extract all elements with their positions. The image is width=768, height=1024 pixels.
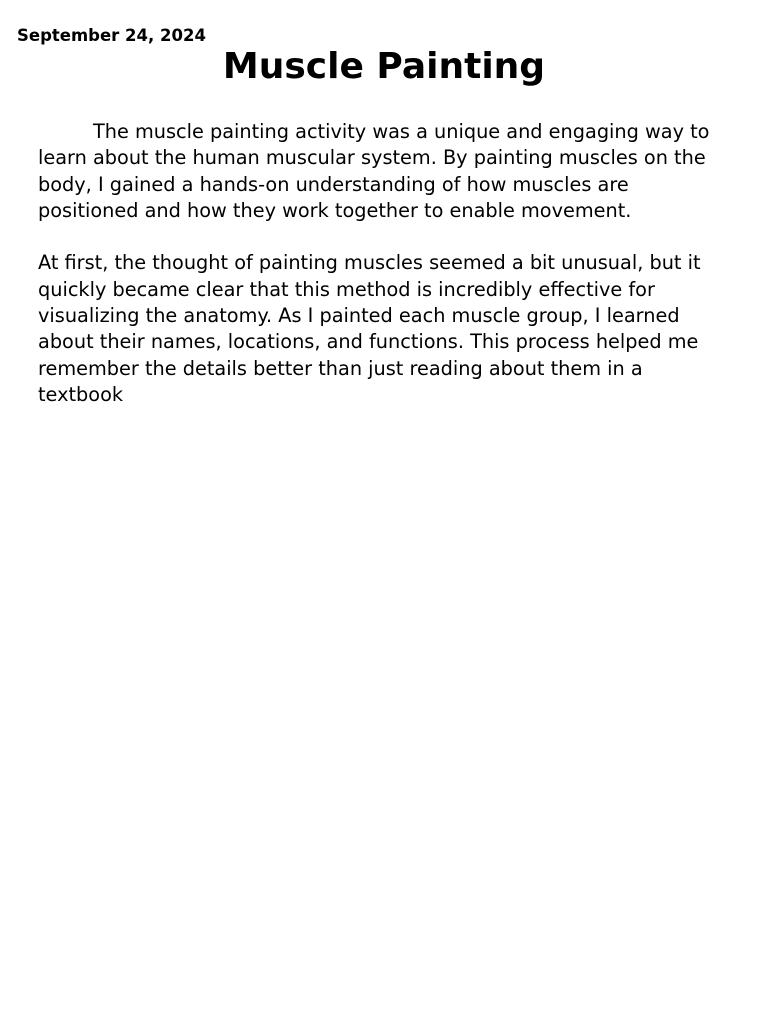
paragraph-1: The muscle painting activity was a unique and engaging way to learn about the human muscular system. By painting muscles on the body, I gained a hands-on understanding of how muscles are positioned and how they work together to enable movement. [38,120,710,222]
document-body [38,119,730,435]
paragraph-2: At first, the thought of painting muscles seemed a bit unusual, but it quickly became clear that this method is incredibly effective for visualizing the anatomy. As I painted each muscle group, I learned about their names, locations, and functions. This process helped me remember the details better than just reading about them in a textbook [38,251,701,406]
document-title: Muscle Painting [222,46,546,87]
document-date: September 24, 2024 [17,26,206,45]
